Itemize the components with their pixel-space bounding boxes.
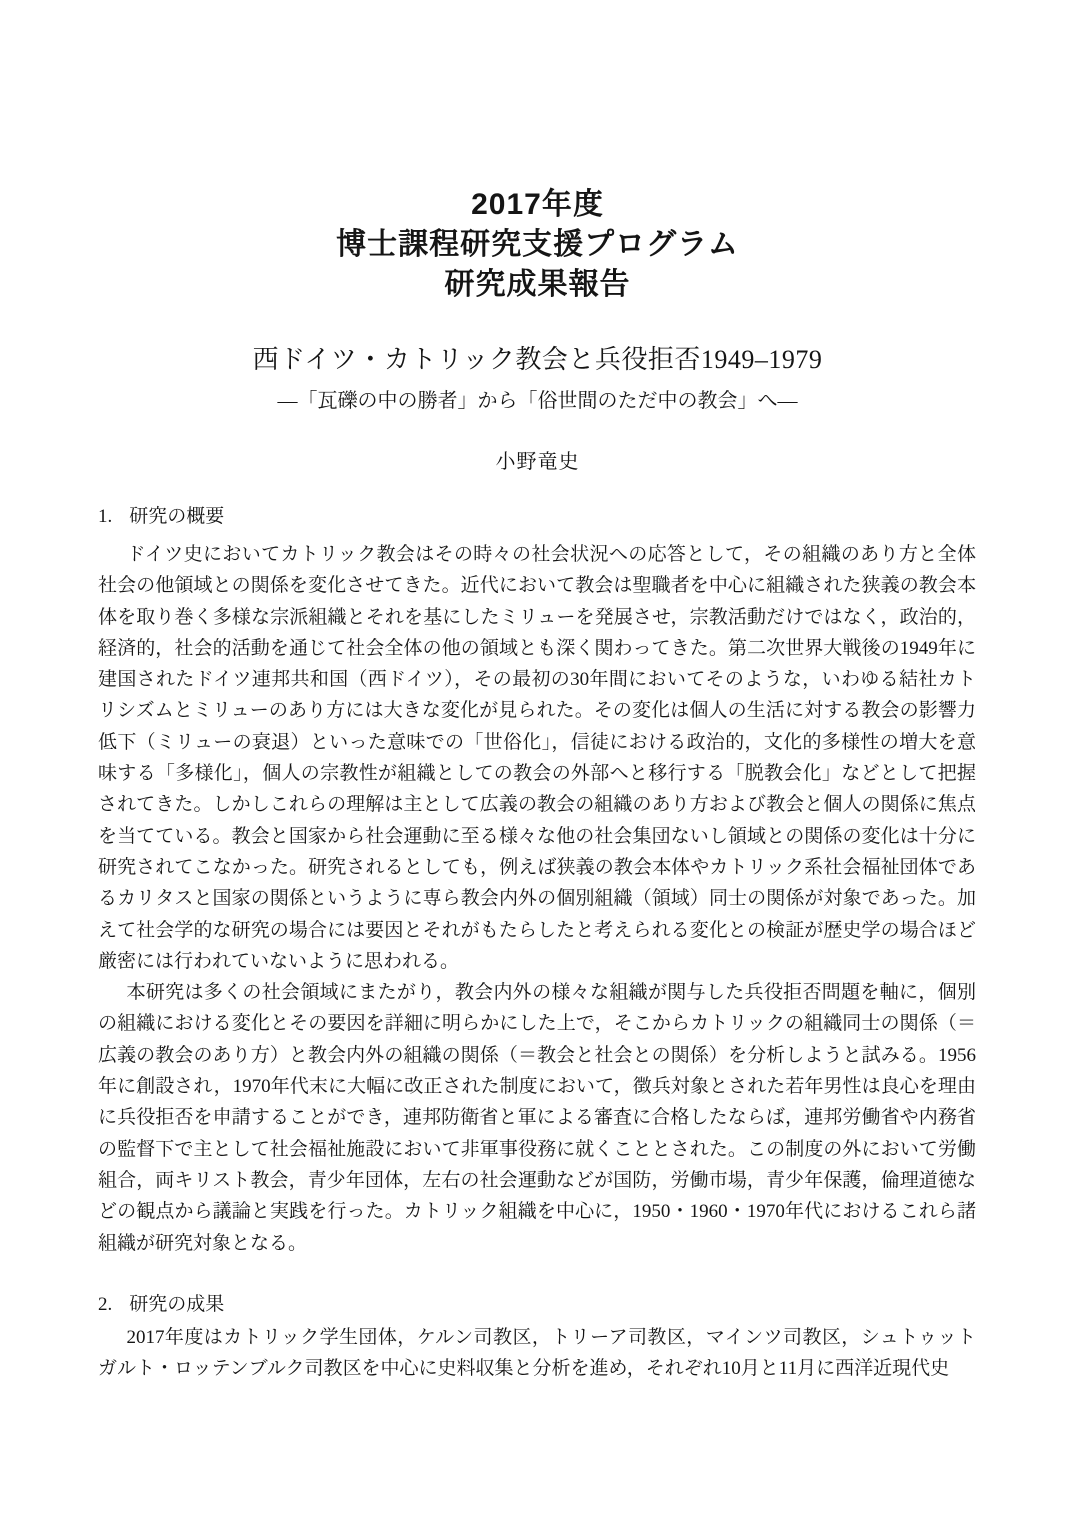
author-name: 小野竜史 bbox=[495, 451, 580, 473]
section-2-body bbox=[98, 1322, 976, 1385]
section-2-title: 研究の成果 bbox=[129, 1294, 225, 1315]
section-2-heading bbox=[98, 1292, 976, 1318]
section-1-heading bbox=[98, 504, 976, 530]
report-year: 2017年度 bbox=[471, 188, 604, 221]
paper-subtitle: ―「瓦礫の中の勝者」から「俗世間のただ中の教会」へ― bbox=[277, 390, 798, 412]
section-1-paragraph-2: 本研究は多くの社会領域にまたがり，教会内外の様々な組織が関与した兵役拒否問題を軸に，個別の組織における変化とその要因を詳細に明らかにした上で，そこからカトリックの組織同士の関係（＝広義の教会のあり方）と教会内外の組織の関係（＝教会と社会との関係）を分析しようと試みる。1956年に創設され，1970年代末に大幅に改正された制度において，徴兵対象とされた若年男性は良心を理由に兵役拒否を申請することができ，連邦防衛省と軍による審査に合格したならば，連邦労働省や内務省の監督下で主として社会福祉施設において非軍事役務に就くこととされた。この制度の外において労働組合，両キリスト教会，青少年団体，左右の社会運動などが国防，労働市場，青少年保護，倫理道徳などの観点から議論と実践を行った。カトリック組織を中心に，1950・1960・1970年代におけるこれら諸組織が研究対象となる。 bbox=[98, 982, 976, 1254]
section-2-number: 2. bbox=[98, 1294, 113, 1315]
section-1-title: 研究の概要 bbox=[129, 506, 225, 527]
report-type: 研究成果報告 bbox=[444, 268, 631, 301]
section-2-paragraph-1: 2017年度はカトリック学生団体，ケルン司教区，トリーア司教区，マインツ司教区，シュトゥットガルト・ロッテンブルク司教区を中心に史料収集と分析を進め，それぞれ10月と11月に西洋近現代史 bbox=[98, 1327, 976, 1380]
section-1-number: 1. bbox=[98, 506, 113, 527]
report-title-block bbox=[0, 185, 1075, 305]
section-1-paragraph-1: ドイツ史においてカトリック教会はその時々の社会状況への応答として，その組織のあり方と全体社会の他領域との関係を変化させてきた。近代において教会は聖職者を中心に組織された狭義の教会本体を取り巻く多様な宗派組織とそれを基にしたミリューを発展させ，宗教活動だけではなく，政治的，経済的，社会的活動を通じて社会全体の他の領域とも深く関わってきた。第二次世界大戦後の1949年に建国されたドイツ連邦共和国（西ドイツ），その最初の30年間においてそのような，いわゆる結社カトリシズムとミリューのあり方には大きな変化が見られた。その変化は個人の生活に対する教会の影響力低下（ミリューの衰退）といった意味での「世俗化」，信徒における政治的，文化的多様性の増大を意味する「多様化」，個人の宗教性が組織としての教会の外部へと移行する「脱教会化」などとして把握されてきた。しかしこれらの理解は主として広義の教会の組織のあり方および教会と個人の関係に焦点を当てている。教会と国家から社会運動に至る様々な他の社会集団ないし領域との関係の変化は十分に研究されてこなかった。研究されるとしても，例えば狭義の教会本体やカトリック系社会福祉団体であるカリタスと国家の関係というように専ら教会内外の個別組織（領域）同士の関係が対象であった。加えて社会学的な研究の場合には要因とそれがもたらしたと考えられる変化との検証が歴史学の場合ほど厳密には行われていないように思われる。 bbox=[98, 544, 976, 972]
section-1-body bbox=[98, 539, 976, 1259]
program-name: 博士課程研究支援プログラム bbox=[336, 228, 739, 261]
paper-title: 西ドイツ・カトリック教会と兵役拒否1949–1979 bbox=[252, 345, 823, 374]
